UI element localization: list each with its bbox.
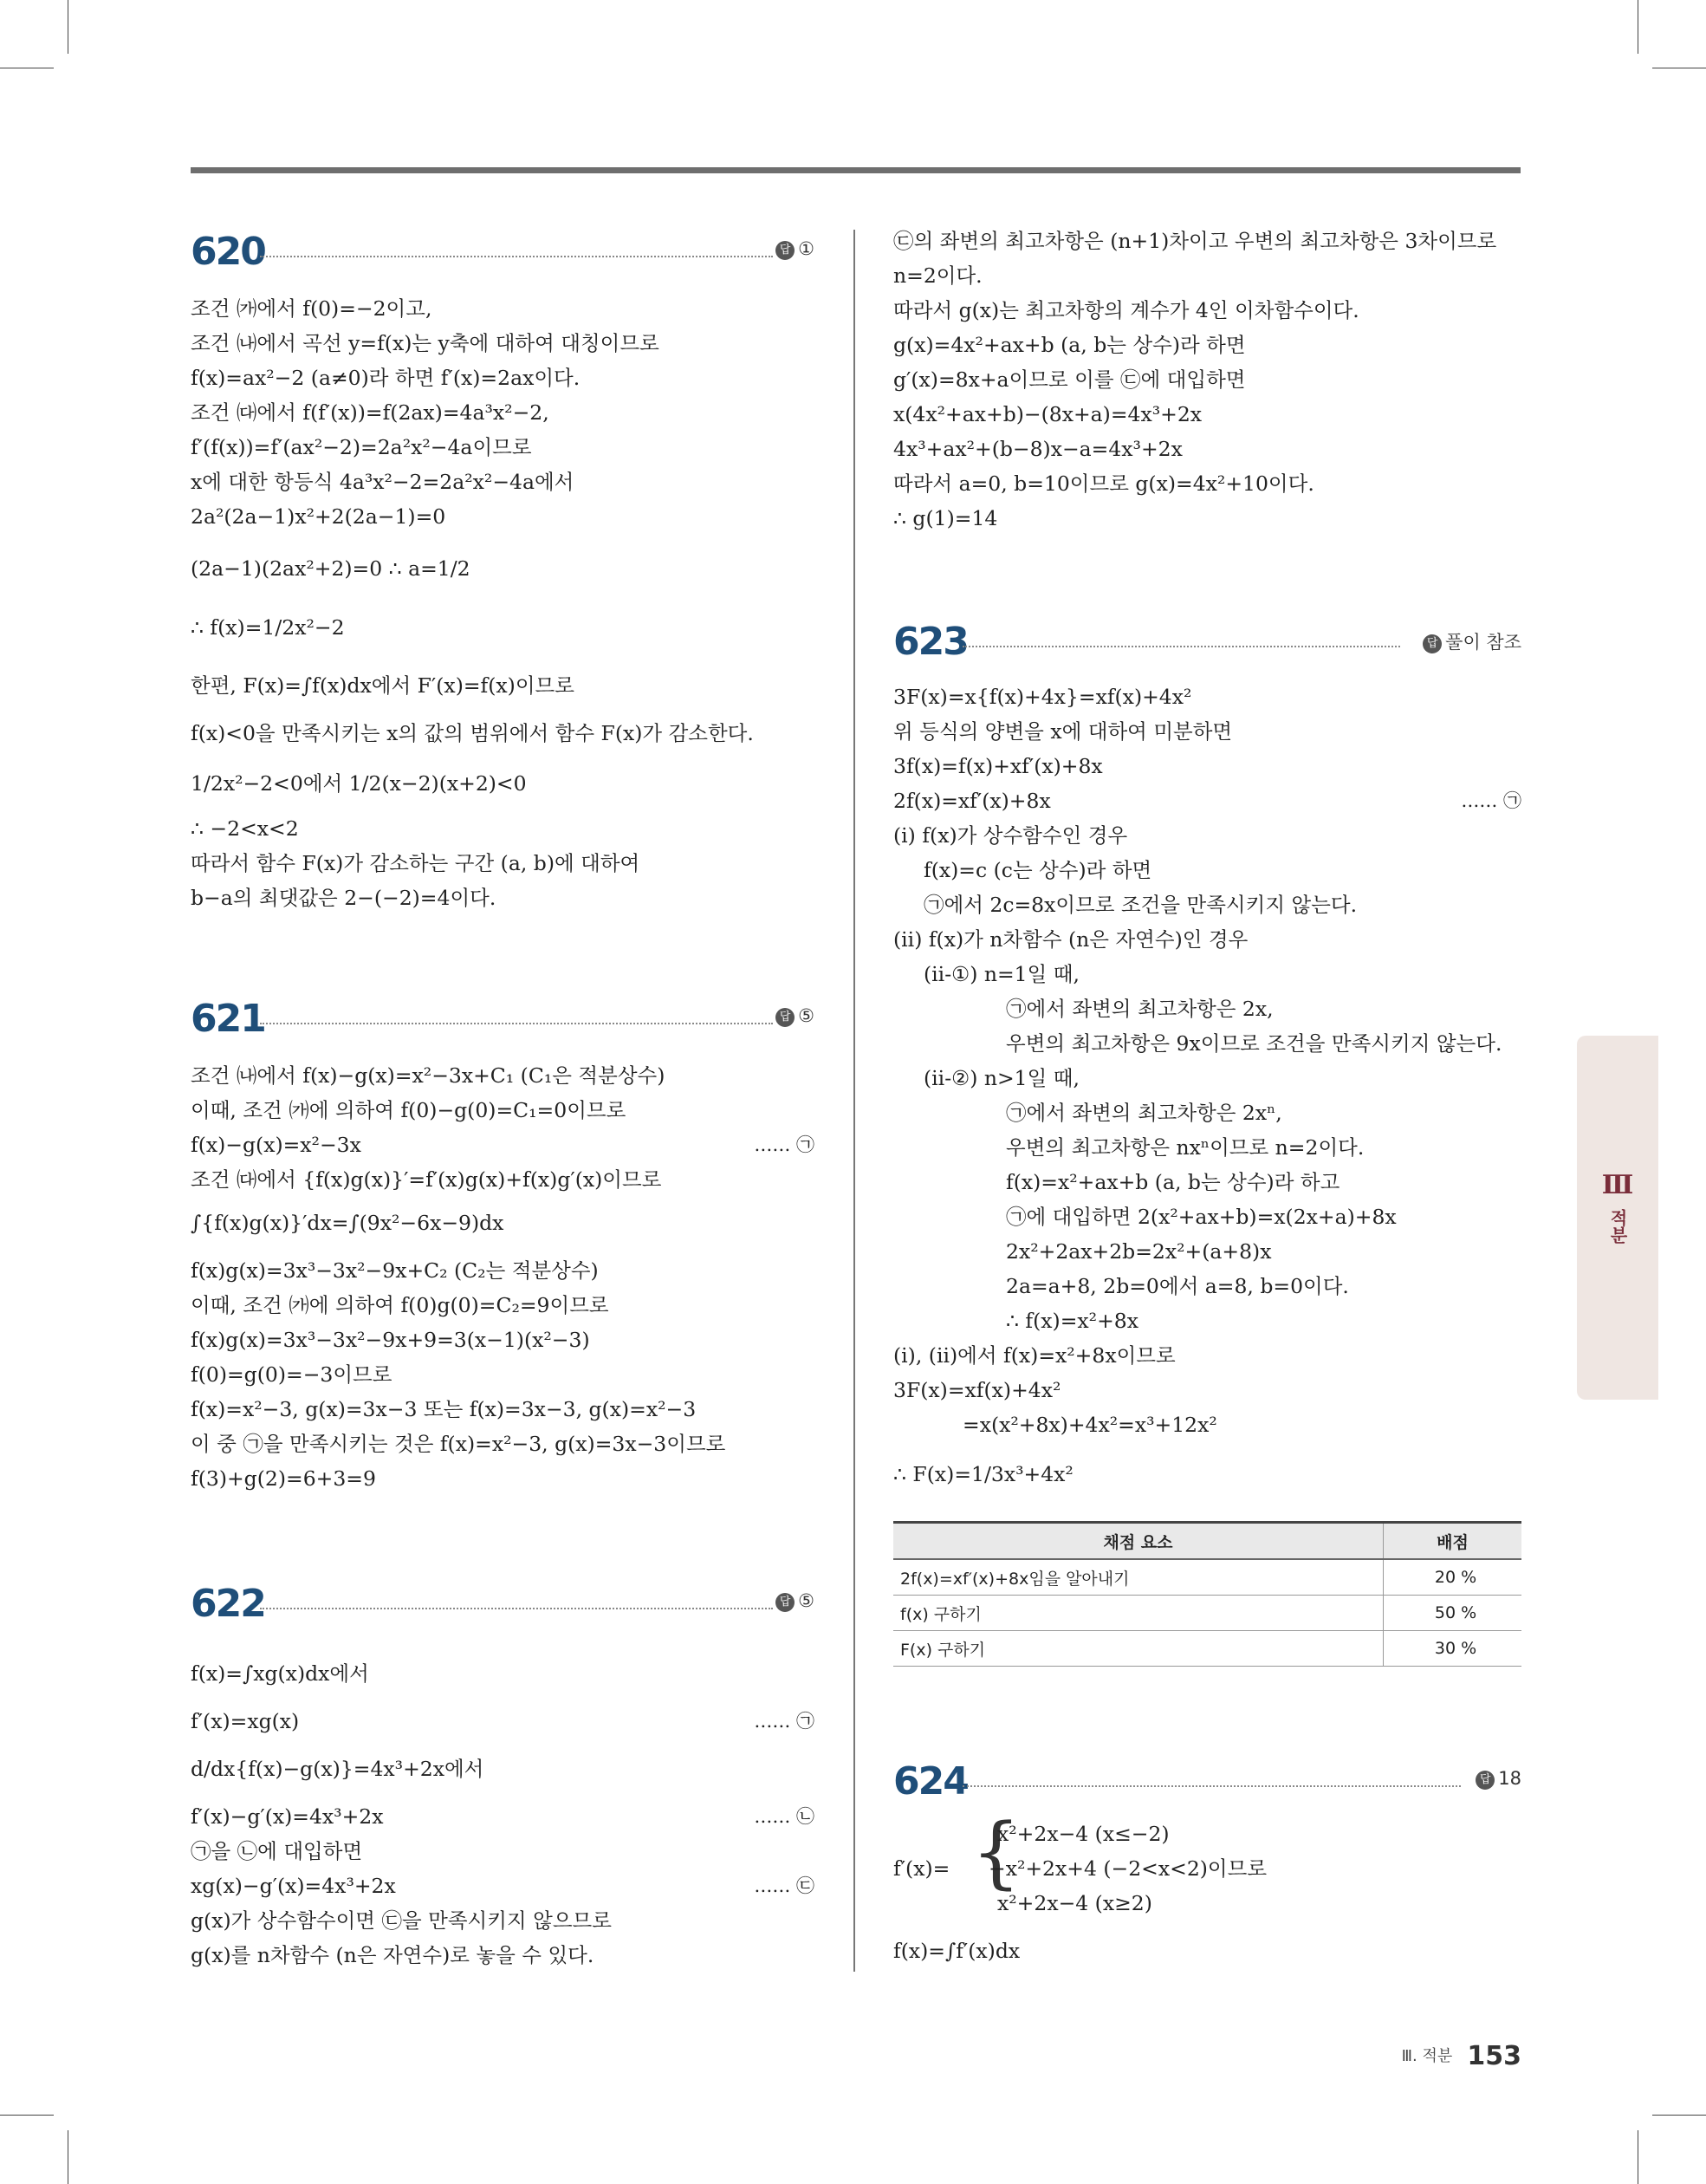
solution-line: f(x)=∫f′(x)dx xyxy=(893,1939,1021,1963)
solution-line: n=2이다. xyxy=(893,263,983,288)
problem-624-header xyxy=(893,1759,1521,1811)
section-label: Ⅲ. 적분 xyxy=(1401,2047,1453,2065)
solution-line: 우변의 최고차항은 9x이므로 조건을 만족시키지 않는다. xyxy=(1006,1031,1502,1056)
answer-mark-icon: 답 xyxy=(1476,1771,1495,1790)
equation-tag: …… ㉠ xyxy=(754,1711,814,1732)
crop-mark xyxy=(1652,2115,1706,2116)
solution-line: x(4x²+ax+b)−(8x+a)=4x³+2x xyxy=(893,402,1203,426)
solution-line: f′(x)−g′(x)=4x³+2x xyxy=(191,1804,384,1829)
problem-621-header xyxy=(191,997,814,1049)
solution-line: ㉠에서 좌변의 최고차항은 2xⁿ, xyxy=(1006,1101,1282,1125)
leader-dots xyxy=(963,646,1400,647)
equation-tag: …… ㉠ xyxy=(754,1134,814,1155)
table-row xyxy=(893,1596,1521,1631)
problem-620-header xyxy=(191,230,814,282)
solution-line: xg(x)−g′(x)=4x³+2x xyxy=(191,1874,396,1898)
solution-line: (i) f(x)가 상수함수인 경우 xyxy=(893,823,1128,848)
answer-value: 풀이 참조 xyxy=(1445,632,1521,653)
solution-line: f(x)=ax²−2 (a≠0)라 하면 f′(x)=2ax이다. xyxy=(191,366,581,390)
problem-number: 624 xyxy=(893,1759,968,1804)
answer-mark-icon: 답 xyxy=(775,241,795,260)
page-footer xyxy=(1402,2041,1521,2071)
piecewise-brace: { xyxy=(971,1807,1022,1898)
table-cell: 50 % xyxy=(1384,1596,1522,1631)
chapter-label: 적분 xyxy=(1607,1209,1628,1244)
solution-line: 따라서 g(x)는 최고차항의 계수가 4인 이차함수이다. xyxy=(893,298,1359,322)
solution-line: f(x)g(x)=3x³−3x²−9x+C₂ (C₂는 적분상수) xyxy=(191,1258,599,1283)
solution-line: ∴ f(x)=x²+8x xyxy=(1006,1309,1138,1333)
solution-line: 3F(x)=x{f(x)+4x}=xf(x)+4x² xyxy=(893,685,1192,709)
answer-label xyxy=(1476,1768,1521,1790)
table-header-cell: 배점 xyxy=(1384,1523,1522,1560)
solution-line: b−a의 최댓값은 2−(−2)=4이다. xyxy=(191,886,496,910)
solution-line: f(3)+g(2)=6+3=9 xyxy=(191,1466,376,1491)
answer-mark-icon: 답 xyxy=(775,1593,795,1612)
solution-line: ㉠을 ㉡에 대입하면 xyxy=(191,1839,363,1863)
solution-line: g(x)가 상수함수이면 ㉢을 만족시키지 않으므로 xyxy=(191,1908,612,1933)
equation-tag: …… ㉡ xyxy=(754,1806,814,1827)
answer-label xyxy=(775,1005,814,1027)
equation-tag: …… ㉠ xyxy=(1461,790,1521,811)
solution-line: f(x)=c (c는 상수)라 하면 xyxy=(924,858,1152,882)
leader-dots xyxy=(260,1608,773,1609)
solution-line: 따라서 함수 F(x)가 감소하는 구간 (a, b)에 대하여 xyxy=(191,851,640,875)
table-cell: 2f(x)=xf′(x)+8x임을 알아내기 xyxy=(893,1559,1384,1596)
answer-value: ⑤ xyxy=(798,1005,814,1026)
solution-line: x에 대한 항등식 4a³x²−2=2a²x²−4a에서 xyxy=(191,470,574,494)
solution-line: x²+2x−4 (x≥2) xyxy=(997,1891,1152,1915)
answer-value: ⑤ xyxy=(798,1590,814,1611)
solution-line: ∫{f(x)g(x)}′dx=∫(9x²−6x−9)dx xyxy=(191,1211,504,1235)
problem-number: 622 xyxy=(191,1582,265,1626)
table-cell: f(x) 구하기 xyxy=(893,1596,1384,1631)
chapter-side-tab xyxy=(1577,1036,1658,1400)
table-cell: F(x) 구하기 xyxy=(893,1631,1384,1667)
solution-line: f(x)g(x)=3x³−3x²−9x+9=3(x−1)(x²−3) xyxy=(191,1328,590,1352)
solution-line: f′(f(x))=f′(ax²−2)=2a²x²−4a이므로 xyxy=(191,435,532,459)
solution-line: 조건 ㈎에서 f(0)=−2이고, xyxy=(191,296,432,321)
problem-number: 621 xyxy=(191,997,265,1041)
solution-line: (ii-②) n>1일 때, xyxy=(924,1066,1080,1090)
answer-value: 18 xyxy=(1498,1768,1521,1789)
table-row xyxy=(893,1559,1521,1596)
answer-mark-icon: 답 xyxy=(1423,634,1442,653)
solution-line: 2a²(2a−1)x²+2(2a−1)=0 xyxy=(191,504,446,529)
solution-line: ㉠에 대입하면 2(x²+ax+b)=x(2x+a)+8x xyxy=(1006,1205,1397,1229)
solution-line: 이때, 조건 ㈎에 의하여 f(0)g(0)=C₂=9이므로 xyxy=(191,1293,609,1317)
leader-dots xyxy=(260,256,773,257)
solution-line: x²+2x−4 (x≤−2) xyxy=(997,1822,1170,1846)
solution-line: (i), (ii)에서 f(x)=x²+8x이므로 xyxy=(893,1343,1176,1368)
solution-line: f(0)=g(0)=−3이므로 xyxy=(191,1362,392,1387)
solution-line: f′(x)=xg(x) xyxy=(191,1709,300,1733)
solution-line: ㉢의 좌변의 최고차항은 (n+1)차이고 우변의 최고차항은 3차이므로 xyxy=(893,229,1497,253)
solution-line: 위 등식의 양변을 x에 대하여 미분하면 xyxy=(893,719,1233,744)
solution-line: 2a=a+8, 2b=0에서 a=8, b=0이다. xyxy=(1006,1274,1349,1298)
answer-label xyxy=(775,1590,814,1612)
solution-line: (ii-①) n=1일 때, xyxy=(924,962,1080,986)
left-column xyxy=(191,0,814,1993)
problem-622-header xyxy=(191,1582,814,1634)
answer-mark-icon: 답 xyxy=(775,1008,795,1027)
solution-line: 조건 ㈏에서 f(x)−g(x)=x²−3x+C₁ (C₁은 적분상수) xyxy=(191,1063,665,1088)
solution-line: ∴ f(x)=1/2x²−2 xyxy=(191,615,345,640)
right-column xyxy=(893,0,1521,1993)
solution-line: g′(x)=8x+a이므로 이를 ㉢에 대입하면 xyxy=(893,367,1246,392)
solution-line: ㉠에서 2c=8x이므로 조건을 만족시키지 않는다. xyxy=(924,893,1358,917)
solution-line: f(x)−g(x)=x²−3x xyxy=(191,1133,361,1157)
scoring-table xyxy=(893,1521,1521,1667)
leader-dots xyxy=(260,1023,773,1024)
page-number: 153 xyxy=(1467,2041,1521,2071)
solution-line: =x(x²+8x)+4x²=x³+12x² xyxy=(963,1413,1217,1437)
solution-line: 조건 ㈐에서 f(f′(x))=f(2ax)=4a³x²−2, xyxy=(191,400,549,425)
solution-line: ㉠에서 좌변의 최고차항은 2x, xyxy=(1006,997,1274,1021)
solution-line: −x²+2x+4 (−2<x<2)이므로 xyxy=(989,1856,1268,1881)
solution-line: f(x)=x²+ax+b (a, b는 상수)라 하고 xyxy=(1006,1170,1340,1194)
chapter-roman-numeral: Ⅲ xyxy=(1601,1170,1634,1200)
solution-line: d/dx{f(x)−g(x)}=4x³+2x에서 xyxy=(191,1757,484,1781)
problem-number: 623 xyxy=(893,620,968,664)
solution-line: 이 중 ㉠을 만족시키는 것은 f(x)=x²−3, g(x)=3x−3이므로 xyxy=(191,1432,726,1456)
table-header-cell: 채점 요소 xyxy=(893,1523,1384,1560)
solution-line: (ii) f(x)가 n차함수 (n은 자연수)인 경우 xyxy=(893,927,1249,952)
answer-label xyxy=(775,238,814,260)
solution-line: f(x)<0을 만족시키는 x의 값의 범위에서 함수 F(x)가 감소한다. xyxy=(191,721,754,745)
solution-line: 3f(x)=f(x)+xf′(x)+8x xyxy=(893,754,1103,778)
solution-line: g(x)=4x²+ax+b (a, b는 상수)라 하면 xyxy=(893,333,1246,357)
solution-line: f(x)=∫xg(x)dx에서 xyxy=(191,1661,369,1686)
solution-line: 우변의 최고차항은 nxⁿ이므로 n=2이다. xyxy=(1006,1135,1365,1160)
solution-line: 이때, 조건 ㈎에 의하여 f(0)−g(0)=C₁=0이므로 xyxy=(191,1098,626,1122)
table-cell: 20 % xyxy=(1384,1559,1522,1596)
table-header-row xyxy=(893,1523,1521,1560)
solution-line: 3F(x)=xf(x)+4x² xyxy=(893,1378,1061,1402)
solution-line: 1/2x²−2<0에서 1/2(x−2)(x+2)<0 xyxy=(191,771,527,796)
problem-623-header xyxy=(893,620,1521,672)
solution-line: 2f(x)=xf′(x)+8x xyxy=(893,789,1051,813)
solution-line: 4x³+ax²+(b−8)x−a=4x³+2x xyxy=(893,437,1183,461)
solution-line: 조건 ㈐에서 {f(x)g(x)}′=f′(x)g(x)+f(x)g′(x)이므로 xyxy=(191,1167,662,1192)
solution-line: 따라서 a=0, b=10이므로 g(x)=4x²+10이다. xyxy=(893,471,1314,496)
solution-line: ∴ F(x)=1/3x³+4x² xyxy=(893,1462,1074,1486)
solution-line: f(x)=x²−3, g(x)=3x−3 또는 f(x)=3x−3, g(x)=x²−3 xyxy=(191,1397,697,1421)
table-cell: 30 % xyxy=(1384,1631,1522,1667)
answer-label xyxy=(1423,628,1521,654)
solution-line: g(x)를 n차함수 (n은 자연수)로 놓을 수 있다. xyxy=(191,1943,594,1967)
solution-line: (2a−1)(2ax²+2)=0 ∴ a=1/2 xyxy=(191,556,470,581)
solution-line: 2x²+2ax+2b=2x²+(a+8)x xyxy=(1006,1239,1272,1264)
solution-line: 한편, F(x)=∫f(x)dx에서 F′(x)=f(x)이므로 xyxy=(191,673,574,698)
answer-value: ① xyxy=(798,238,814,259)
solution-line: ∴ −2<x<2 xyxy=(191,816,299,841)
equation-tag: …… ㉢ xyxy=(754,1875,814,1896)
solution-line: ∴ g(1)=14 xyxy=(893,506,998,530)
column-divider xyxy=(853,230,855,1972)
table-row xyxy=(893,1631,1521,1667)
leader-dots xyxy=(963,1785,1461,1787)
problem-number: 620 xyxy=(191,230,265,274)
crop-mark xyxy=(0,2115,54,2116)
solution-line: 조건 ㈏에서 곡선 y=f(x)는 y축에 대하여 대칭이므로 xyxy=(191,331,659,355)
piecewise-lhs: f′(x)= xyxy=(893,1856,950,1881)
